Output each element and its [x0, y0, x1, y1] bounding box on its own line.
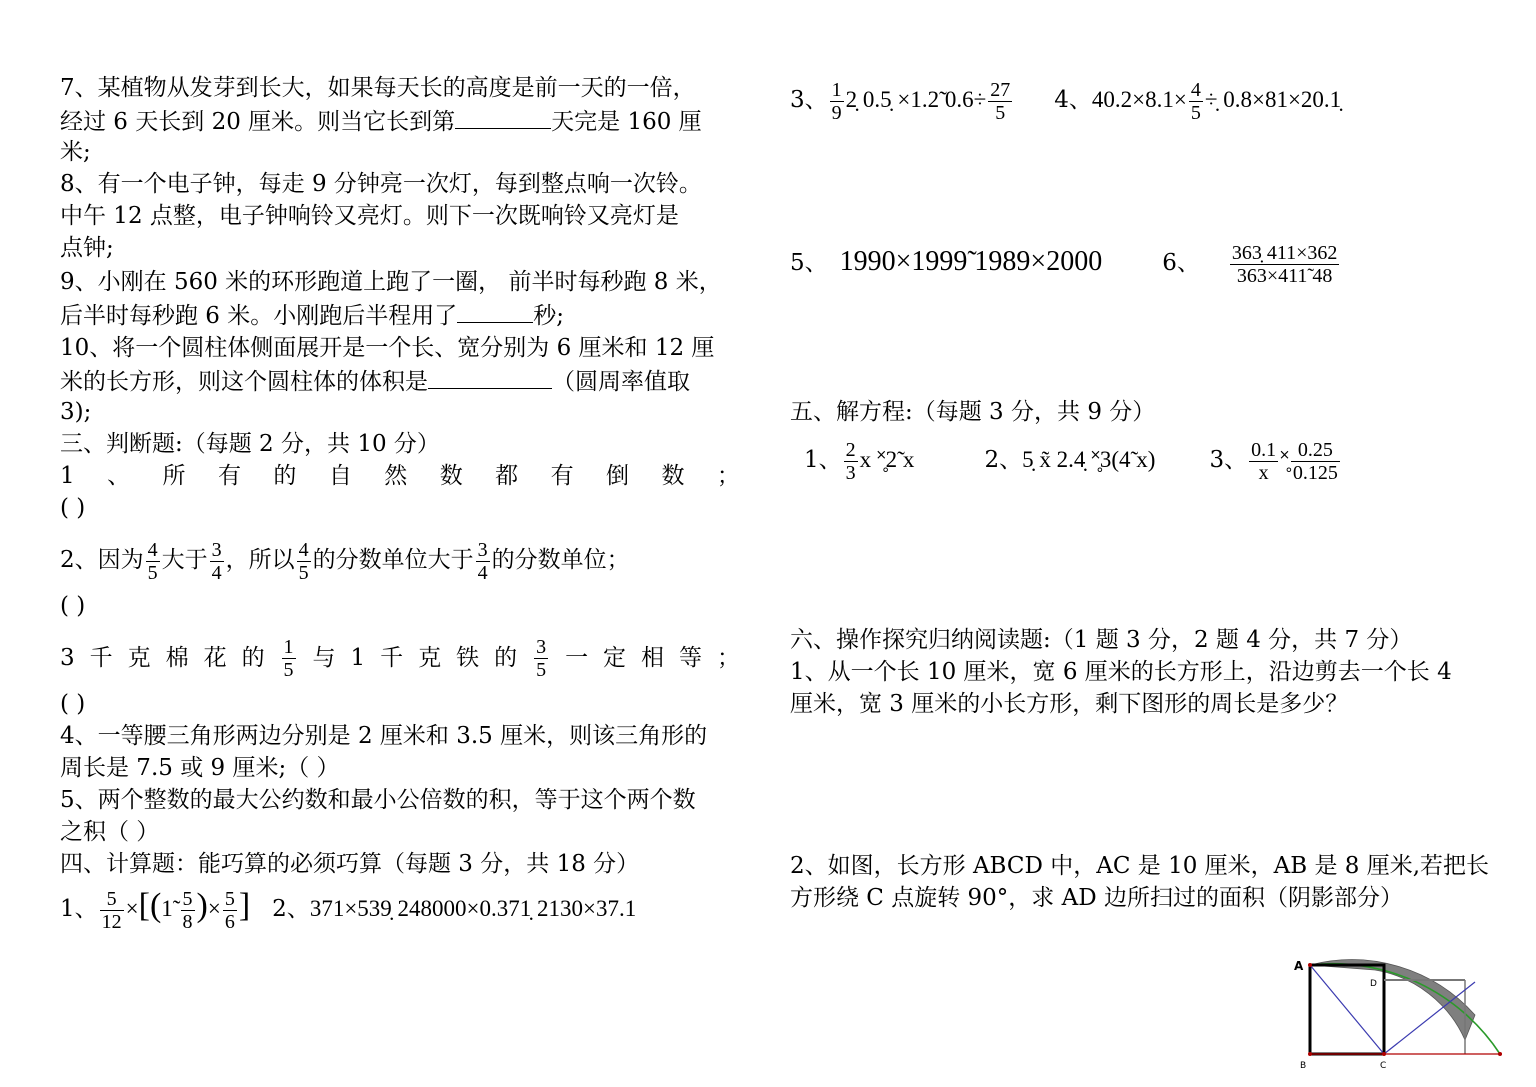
judge-2: 2、因为 $\frac{4}{5}$ 大于 $\frac{3}{4}$ ，所以 $\frac{4}{5}$ 的分数单位大于 $\frac{3}{4}$ 的分数单位；	[60, 538, 630, 584]
q8-line2: 中午 12 点整，电子钟响铃又亮灯。则下一次既响铃又亮灯是	[60, 203, 679, 229]
q9-line1: 9、小刚在 560 米的环形跑道上跑了一圈， 前半时每秒跑 8 米，	[60, 269, 722, 295]
label-d: D	[1370, 979, 1377, 989]
fraction: $\frac{3}{5}$	[536, 636, 547, 681]
judge-5-line1: 5、两个整数的最大公约数和最小公倍数的积，等于这个两个数	[60, 787, 696, 813]
answer-blank[interactable]	[455, 104, 551, 129]
op-q1-line1: 1、从一个长 10 厘米，宽 6 厘米的长方形上，沿边剪去一个长 4	[790, 659, 1452, 685]
q7-line1: 7、某植物从发芽到长大，如果每天长的高度是前一天的一倍，	[60, 75, 696, 101]
section-5-title: 五、解方程:（每题 3 分，共 9 分）	[790, 399, 1156, 425]
fraction: $\frac{0.1}{x}$	[1251, 438, 1277, 484]
fraction: $\frac{3}{4}$	[477, 538, 488, 584]
q9-line2: 后半时每秒跑 6 米。小刚跑后半程用了 秒;	[60, 298, 564, 332]
fraction: $\frac{5}{6}$	[224, 887, 235, 933]
judge-1-paren[interactable]: ( )	[60, 495, 86, 521]
fraction: $\frac{27}{5}$	[990, 78, 1011, 124]
label-c: C	[1380, 1061, 1387, 1071]
judge-5-line2: 之积（ ）	[60, 819, 160, 845]
op-q2-line2: 方形绕 C 点旋转 90°，求 AD 边所扫过的面积（阴影部分）	[790, 885, 1403, 911]
label-a: A	[1294, 959, 1304, 973]
q10-line3: 3);	[60, 399, 92, 425]
calc-5-6: 5、 1990×1999̃ 1989×2000 6、 $\frac{363̣ 411\times 362}{363\times 411̃ 48}$	[790, 241, 1338, 287]
q10-line2: 米的长方形，则这个圆柱体的体积是 （圆周率值取	[60, 364, 690, 398]
judge-1: 1 、 所 有 的 自 然 数 都 有 倒 数 ；	[60, 463, 740, 489]
rotation-figure	[1290, 950, 1510, 1075]
judge-4-line1: 4、一等腰三角形两边分别是 2 厘米和 3.5 厘米，则该三角形的	[60, 723, 708, 749]
q8-line3: 点钟;	[60, 235, 114, 261]
fraction: $\frac{5}{12}$	[101, 887, 122, 933]
answer-blank[interactable]	[457, 298, 533, 323]
fraction: $\frac{4}{5}$	[147, 538, 158, 584]
judge-4-line2: 周长是 7.5 或 9 厘米;（ ）	[60, 755, 340, 781]
judge-3: 3 千 克 棉 花 的 $\frac{1}{5}$ 与 1 千 克 铁 的 $\frac{3}{5}$ 一 定 相 等 ；	[60, 636, 740, 681]
fraction: $\frac{0.25}{0.125}$	[1292, 438, 1338, 484]
fraction: $\frac{4}{5}$	[298, 538, 309, 584]
shaded-region	[1310, 960, 1475, 1040]
q7-line3: 米;	[60, 139, 91, 165]
calc-1-2: 1、 $\frac{5}{12}$ ×[(1̃ $\frac{5}{8}$ )× $\frac{5}{6}$ ] 2、371×539̣ 248000×0.371̣ 2130×37.1	[60, 887, 637, 933]
judge-2-paren[interactable]: ( )	[60, 593, 86, 619]
section-3-title: 三、判断题:（每题 2 分，共 10 分）	[60, 431, 440, 457]
op-q1-line2: 厘米，宽 3 厘米的小长方形，剩下图形的周长是多少？	[790, 691, 1349, 717]
q10-line1: 10、将一个圆柱体侧面展开是一个长、宽分别为 6 厘米和 12 厘	[60, 335, 715, 361]
section-6-title: 六、操作探究归纳阅读题:（1 题 3 分，2 题 4 分，共 7 分）	[790, 627, 1413, 653]
equations: 1、 $\frac{2}{3}$ x ˟̥2̃ x 2、5̣ x̃ 2.4̣ ˟̥3(4̃ x) 3、 $\frac{0.1}{x}$ ˟̥ $\frac{0.25}{0.125}$	[804, 438, 1338, 484]
calc-3-4: 3、 $\frac{1}{9}$ 2̣ 0.5̣ ×1.2̃ 0.6÷ $\frac{27}{5}$ 4、40.2×8.1× $\frac{4}{5}$ ÷̣ 0.8×81×20.1̣	[790, 78, 1342, 124]
judge-3-paren[interactable]: ( )	[60, 691, 86, 717]
fraction: $\frac{363̣ 411\times 362}{363\times 411̃ 48}$	[1231, 241, 1338, 287]
fraction: $\frac{2}{3}$	[845, 438, 856, 484]
op-q2-line1: 2、如图，长方形 ABCD 中，AC 是 10 厘米，AB 是 8 厘米,若把长	[790, 853, 1490, 879]
section-4-title: 四、计算题：能巧算的必须巧算（每题 3 分，共 18 分）	[60, 851, 640, 877]
answer-blank[interactable]	[428, 364, 552, 389]
label-b: B	[1300, 1061, 1307, 1071]
fraction: $\frac{1}{9}$	[831, 78, 842, 124]
q8-line1: 8、有一个电子钟，每走 9 分钟亮一次灯，每到整点响一次铃。	[60, 171, 702, 197]
fraction: $\frac{3}{4}$	[211, 538, 222, 584]
fraction: $\frac{1}{5}$	[283, 636, 294, 681]
q7-line2: 经过 6 天长到 20 厘米。则当它长到第 天完是 160 厘	[60, 104, 702, 138]
fraction: $\frac{4}{5}$	[1190, 78, 1201, 124]
rotation-arc	[1310, 964, 1500, 1054]
fraction: $\frac{5}{8}$	[182, 887, 193, 933]
